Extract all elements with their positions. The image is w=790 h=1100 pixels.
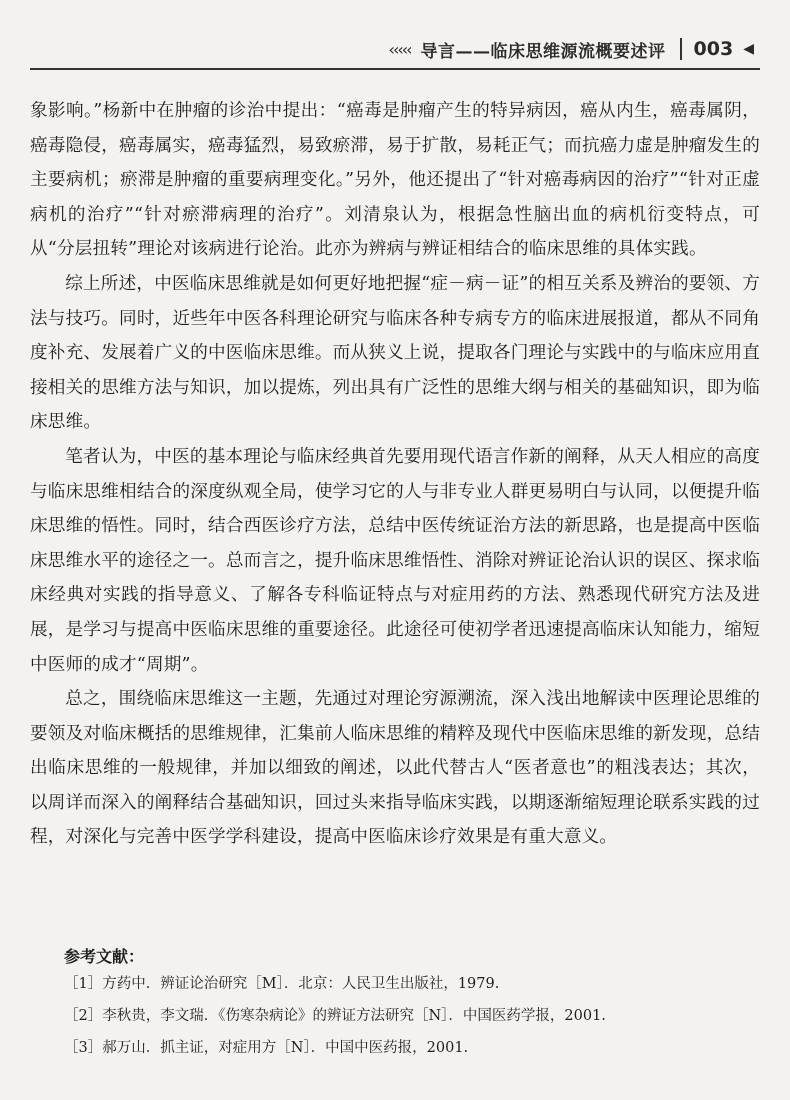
reference-item: ［1］方药中．辨证论治研究［M］．北京：人民卫生出版社，1979. bbox=[64, 976, 500, 992]
running-header bbox=[389, 34, 754, 64]
paragraph: 总之，围绕临床思维这一主题，先通过对理论穷源溯流，深入浅出地解读中医理论思维的要领及对临床概括的思维规律，汇集前人临床思维的精粹及现代中医临床思维的新发现，总结出临床思维的一般规律，并加以细致的阐述，以此代替古人“医者意也”的粗浅表达；其次，以周详而深入的阐释结合基础知识，回过头来指导临床实践，以期逐渐缩短理论联系实践的过程，对深化与完善中医学学科建设，提高中医临床诊疗效果是有重大意义。 bbox=[30, 689, 760, 848]
paragraph: 笔者认为，中医的基本理论与临床经典首先要用现代语言作新的阐释，从天人相应的高度与临床思维相结合的深度纵观全局，使学习它的人与非专业人群更易明白与认同，以便提升临床思维的悟性。同时，结合西医诊疗方法，总结中医传统证治方法的新思路，也是提高中医临床思维水平的途径之一。总而言之，提升临床思维悟性、消除对辨证论治认识的误区、探求临床经典对实践的指导意义、了解各专科临证特点与对症用药的方法、熟悉现代研究方法及进展，是学习与提高中医临床思维的重要途径。此途径可使初学者迅速提高临床认知能力，缩短中医师的成才“周期”。 bbox=[30, 446, 760, 675]
page-number: 003 bbox=[693, 38, 734, 60]
chapter-title: 导言——临床思维源流概要述评 bbox=[420, 41, 666, 62]
header-separator bbox=[680, 38, 682, 60]
reference-item: ［3］郝万山．抓主证，对症用方［N］．中国中医药报，2001. bbox=[64, 1040, 469, 1056]
paragraph-continued: 象影响。”杨新中在肿瘤的诊治中提出：“癌毒是肿瘤产生的特异病因，癌从内生，癌毒属阴，癌毒隐侵，癌毒属实，癌毒猛烈，易致瘀滞，易于扩散，易耗正气；而抗癌力虚是肿瘤发生的主要病机；瘀滞是肿瘤的重要病理变化。”另外，他还提出了“针对癌毒病因的治疗”“针对正虚病机的治疗”“针对瘀滞病理的治疗”。刘清泉认为，根据急性脑出血的病机衍变特点，可从“分层扭转”理论对该病进行论治。此亦为辨病与辨证相结合的临床思维的具体实践。 bbox=[30, 101, 760, 260]
references-title: 参考文献： bbox=[64, 947, 145, 966]
chevron-left-icon: ‹‹‹‹‹ bbox=[388, 39, 411, 59]
reference-item: ［2］李秋贵，李文瑞．《伤寒杂病论》的辨证方法研究［N］．中国医药学报，2001. bbox=[64, 1008, 606, 1024]
body-text bbox=[30, 94, 760, 855]
header-rule bbox=[30, 68, 760, 70]
paragraph: 综上所述，中医临床思维就是如何更好地把握“症－病－证”的相互关系及辨治的要领、方法与技巧。同时，近些年中医各科理论研究与临床各种专病专方的临床进展报道，都从不同角度补充、发展着广义的中医临床思维。而从狭义上说，提取各门理论与实践中的与临床应用直接相关的思维方法与知识，加以提炼，列出具有广泛性的思维大纲与相关的基础知识，即为临床思维。 bbox=[30, 273, 760, 433]
triangle-left-icon: ◀ bbox=[743, 41, 754, 57]
references-section bbox=[30, 946, 760, 1064]
